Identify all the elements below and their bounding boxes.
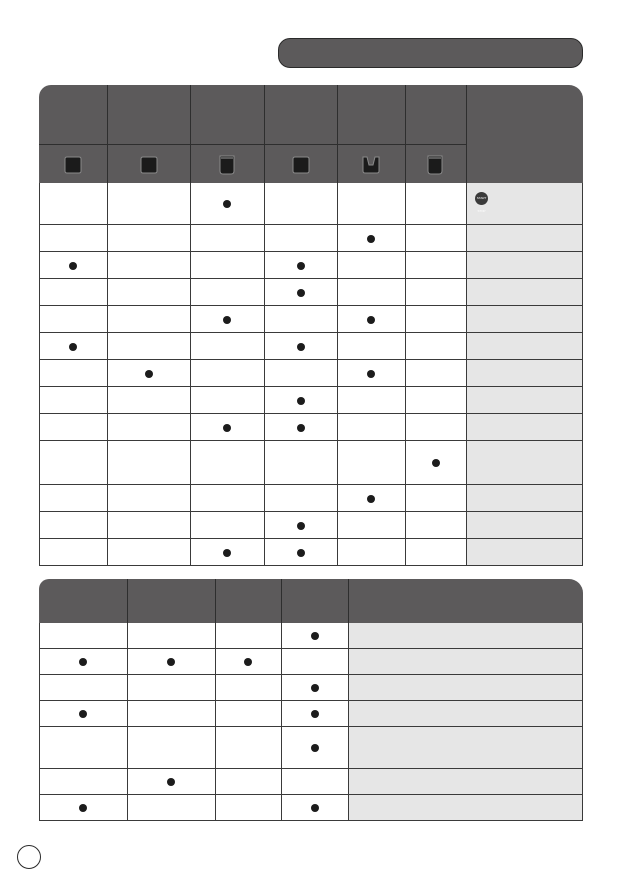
table-row — [39, 414, 583, 441]
table1-header-divider — [190, 85, 191, 183]
table-row — [39, 675, 583, 701]
table2-column-divider — [281, 623, 282, 821]
table-row — [39, 360, 583, 387]
pot-icon-3 — [217, 153, 237, 180]
check-dot — [367, 235, 375, 243]
table1-header — [39, 85, 583, 183]
table2-header-divider — [348, 579, 349, 623]
check-dot — [311, 804, 319, 812]
check-dot — [367, 316, 375, 324]
table-row-notes-cell — [466, 183, 583, 225]
page-number-circle — [17, 845, 41, 869]
table-row — [39, 183, 583, 225]
pot-icon-2 — [139, 153, 159, 180]
table1-column-divider — [190, 183, 191, 566]
table1-header-divider — [107, 85, 108, 183]
table-row-divider — [39, 565, 583, 566]
start-stop-badge-icon: START STOP — [475, 192, 488, 205]
table-row-notes-cell — [348, 727, 583, 769]
check-dot — [79, 710, 87, 718]
check-dot — [167, 658, 175, 666]
check-dot — [145, 370, 153, 378]
table-row — [39, 441, 583, 485]
check-dot — [311, 710, 319, 718]
pot-icon-1 — [63, 153, 83, 180]
table-row-divider — [39, 820, 583, 821]
table-row-notes-cell — [466, 279, 583, 306]
check-dot — [297, 424, 305, 432]
table2-column-divider — [348, 623, 349, 821]
table2-column-divider — [39, 623, 40, 821]
check-dot — [223, 549, 231, 557]
table1-column-divider — [337, 183, 338, 566]
table-row — [39, 225, 583, 252]
table-row — [39, 539, 583, 566]
table-row-notes-cell — [466, 306, 583, 333]
table-row-notes-cell — [348, 769, 583, 795]
table1-column-divider — [405, 183, 406, 566]
table-row-notes-cell — [348, 795, 583, 821]
compatibility-table-2 — [39, 579, 583, 821]
check-dot — [297, 522, 305, 530]
check-dot — [311, 632, 319, 640]
table-row — [39, 512, 583, 539]
table-row — [39, 769, 583, 795]
check-dot — [297, 397, 305, 405]
table-row-notes-cell — [348, 675, 583, 701]
check-dot — [223, 200, 231, 208]
table1-column-divider — [466, 183, 467, 566]
table2-header-divider — [281, 579, 282, 623]
check-dot — [244, 658, 252, 666]
table-row-notes-cell — [348, 701, 583, 727]
table-row-notes-cell — [348, 623, 583, 649]
table-row — [39, 306, 583, 333]
table-row — [39, 701, 583, 727]
table2-column-divider — [582, 623, 583, 821]
check-dot — [367, 370, 375, 378]
table2-header-divider — [215, 579, 216, 623]
table2-column-divider — [127, 623, 128, 821]
table1-column-divider — [39, 183, 40, 566]
table-row — [39, 623, 583, 649]
table1-header-divider — [466, 85, 467, 183]
pot-icon-4 — [291, 153, 311, 180]
check-dot — [297, 549, 305, 557]
check-dot — [311, 684, 319, 692]
table-row — [39, 727, 583, 769]
check-dot — [432, 459, 440, 467]
table-row-notes-cell — [466, 539, 583, 566]
check-dot — [69, 343, 77, 351]
pot-icon-6 — [425, 153, 445, 180]
check-dot — [167, 778, 175, 786]
section-title-bar — [278, 38, 583, 68]
table-row-notes-cell — [466, 225, 583, 252]
table-row-notes-cell — [466, 441, 583, 485]
check-dot — [79, 658, 87, 666]
table-row-notes-cell — [466, 387, 583, 414]
table-row — [39, 279, 583, 306]
compatibility-table-1 — [39, 85, 583, 566]
table2-column-divider — [215, 623, 216, 821]
table1-column-divider — [582, 183, 583, 566]
table-row-notes-cell — [466, 485, 583, 512]
table-row-notes-cell — [466, 414, 583, 441]
check-dot — [69, 262, 77, 270]
table-row-notes-cell — [348, 649, 583, 675]
check-dot — [79, 804, 87, 812]
table1-header-divider — [337, 85, 338, 183]
check-dot — [297, 289, 305, 297]
table-row — [39, 333, 583, 360]
table1-column-divider — [264, 183, 265, 566]
check-dot — [367, 495, 375, 503]
table-row — [39, 649, 583, 675]
table-row-notes-cell — [466, 252, 583, 279]
table2-header-divider — [127, 579, 128, 623]
table-row — [39, 795, 583, 821]
table1-header-divider — [405, 85, 406, 183]
check-dot — [223, 316, 231, 324]
table1-header-rule — [39, 144, 466, 145]
check-dot — [311, 744, 319, 752]
table-row — [39, 252, 583, 279]
table-row-notes-cell — [466, 333, 583, 360]
table1-header-divider — [264, 85, 265, 183]
check-dot — [297, 262, 305, 270]
table-row-notes-cell — [466, 360, 583, 387]
check-dot — [223, 424, 231, 432]
pot-icon-5 — [361, 153, 381, 180]
check-dot — [297, 343, 305, 351]
table-row — [39, 387, 583, 414]
table-row — [39, 485, 583, 512]
table2-header — [39, 579, 583, 623]
table-row-notes-cell — [466, 512, 583, 539]
table1-column-divider — [107, 183, 108, 566]
